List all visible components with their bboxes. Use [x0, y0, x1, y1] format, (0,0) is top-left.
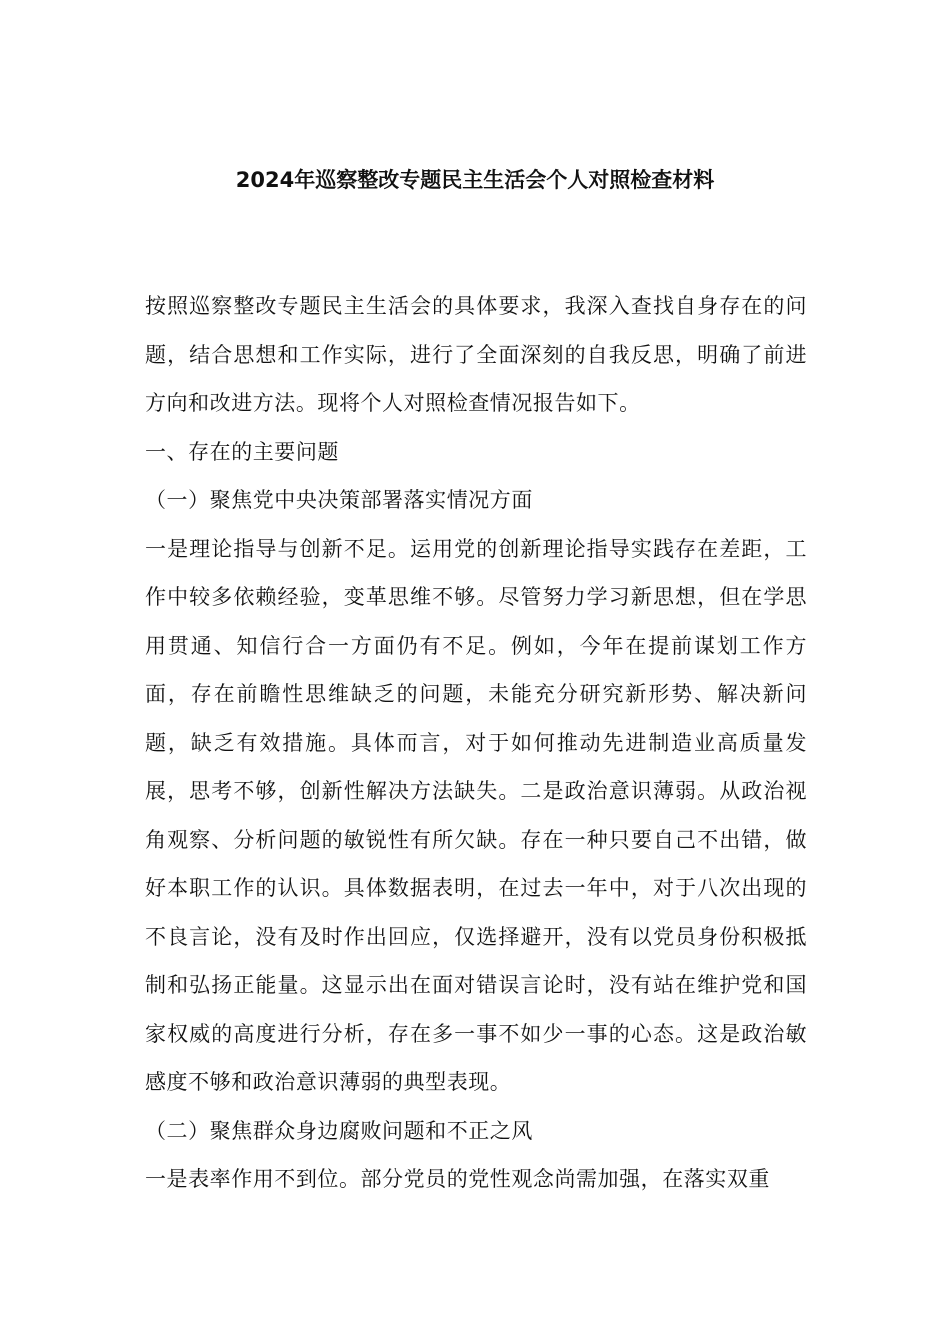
- section-heading: 一、存在的主要问题: [145, 439, 339, 464]
- body-paragraph-2: 一是表率作用不到位。部分党员的党性观念尚需加强，在落实双重: [145, 1167, 770, 1191]
- body-paragraph-1: 一是理论指导与创新不足。运用党的创新理论指导实践存在差距，工作中较多依赖经验，变革思维不够。尽管努力学习新思想，但在学思用贯通、知信行合一方面仍有不足。例如，今年在提前谋划工作方面，存在前瞻性思维缺乏的问题，未能充分研究新形势、解决新问题，缺乏有效措施。具体而言，对于如何推动先进制造业高质量发展，思考不够，创新性解决方法缺失。二是政治意识薄弱。从政治视角观察、分析问题的敏锐性有所欠缺。存在一种只要自己不出错，做好本职工作的认识。具体数据表明，在过去一年中，对于八次出现的不良言论，没有及时作出回应，仅选择避开，没有以党员身份积极抵制和弘扬正能量。这显示出在面对错误言论时，没有站在维护党和国家权威的高度进行分析，存在多一事不如少一事的心态。这是政治敏感度不够和政治意识薄弱的典型表现。: [145, 536, 807, 1094]
- subsection-heading-1: （一）聚焦党中央决策部署落实情况方面: [145, 488, 533, 512]
- document-title: 2024年巡察整改专题民主生活会个人对照检查材料: [235, 168, 715, 192]
- document-body: [145, 282, 807, 1204]
- intro-paragraph: 按照巡察整改专题民主生活会的具体要求，我深入查找自身存在的问题，结合思想和工作实际，进行了全面深刻的自我反思，明确了前进方向和改进方法。现将个人对照检查情况报告如下。: [145, 294, 807, 415]
- subsection-heading-2: （二）聚焦群众身边腐败问题和不正之风: [145, 1118, 533, 1143]
